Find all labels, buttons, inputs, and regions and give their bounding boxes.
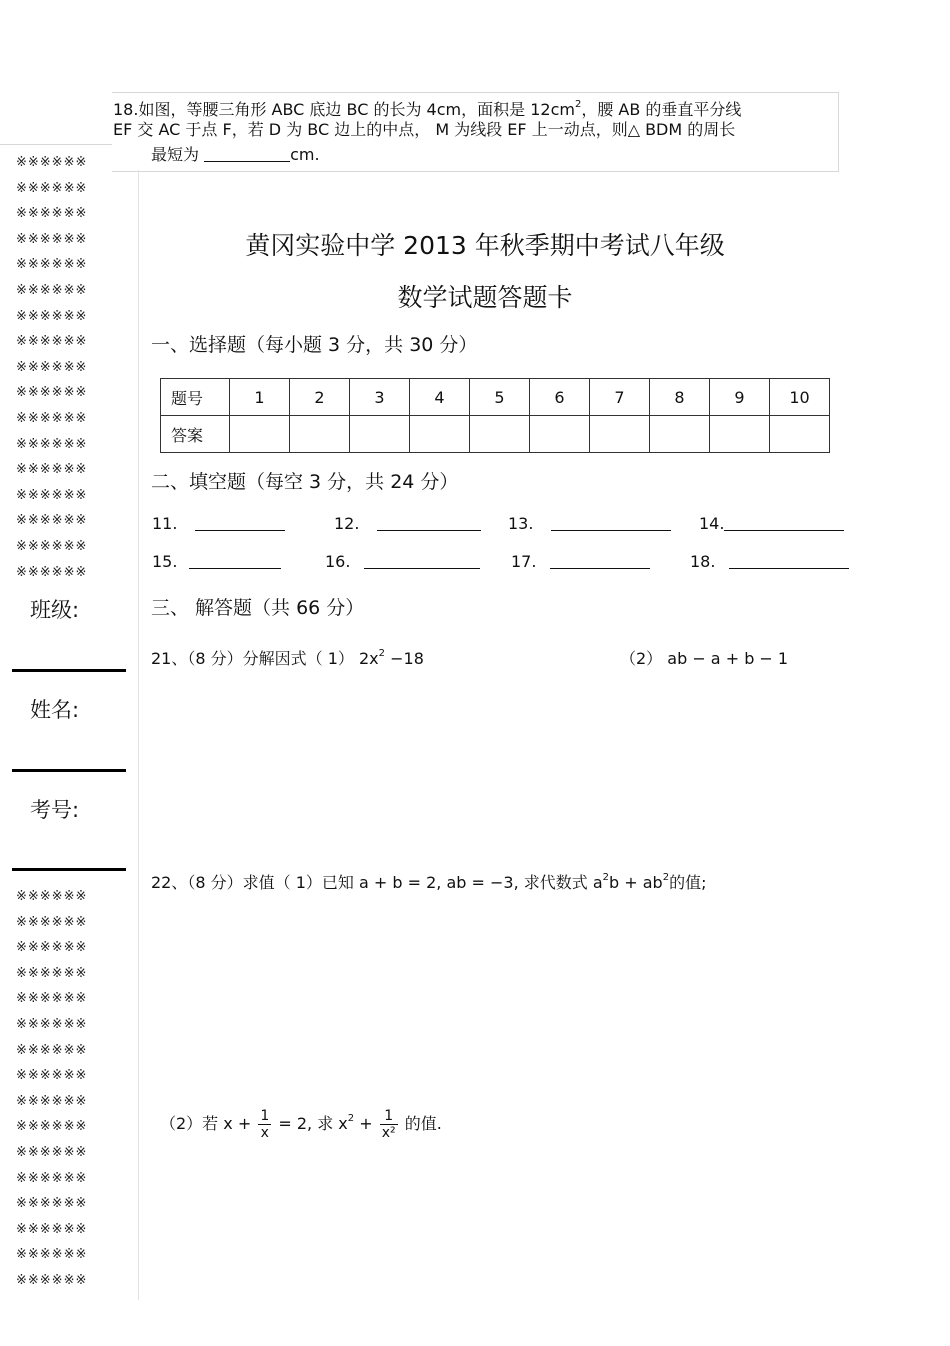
question-number: 4	[410, 379, 470, 416]
answer-cell[interactable]	[710, 416, 770, 453]
q18-answer-blank[interactable]	[204, 145, 290, 162]
question-number: 1	[230, 379, 290, 416]
exam-number-line[interactable]	[12, 868, 126, 871]
answer-cell[interactable]	[530, 416, 590, 453]
binding-stars-top: ※※※※※※ ※※※※※※ ※※※※※※ ※※※※※※ ※※※※※※ ※※※※※※ ※※※※※※ ※※※※※※ ※※※※※※ ※※※※※※ ※※※※※※ ※※※※※※ ※※※※※※ ※※※※※※ ※※※※※※ ※※※※※※ ※※※※※※	[16, 155, 88, 580]
fill-item-18: 18.	[690, 552, 849, 571]
question-number: 6	[530, 379, 590, 416]
fill-blank[interactable]	[729, 553, 849, 569]
fill-blank[interactable]	[551, 515, 671, 531]
fill-item-11: 11.	[152, 514, 285, 533]
section-fill-heading: 二、填空题（每空 3 分，共 24 分）	[151, 471, 459, 493]
question-number: 8	[650, 379, 710, 416]
q18-line-1: 18.如图，等腰三角形 ABC 底边 BC 的长为 4cm，面积是 $12cm^2$，腰 AB 的垂直平分线	[113, 99, 742, 119]
fill-blank[interactable]	[364, 553, 480, 569]
answer-cell[interactable]	[470, 416, 530, 453]
q18-divider	[0, 144, 112, 145]
fraction-1-over-x: $\frac{1}{x}$	[260, 1108, 270, 1141]
name-line[interactable]	[12, 769, 126, 772]
fill-item-16: 16.	[325, 552, 480, 571]
section-choice-heading: 一、选择题（每小题 3 分，共 30 分）	[151, 334, 478, 356]
answer-cell[interactable]	[410, 416, 470, 453]
answer-cell[interactable]	[350, 416, 410, 453]
fraction-1-over-x-squared: $\frac{1}{\text{x²}}$	[381, 1108, 396, 1141]
page-subtitle: 数学试题答题卡	[397, 283, 573, 312]
answer-table-row-answers	[161, 416, 830, 453]
fill-item-15: 15.	[152, 552, 281, 571]
fill-blank[interactable]	[377, 515, 481, 531]
question-22-part-2: （2）若 x + $\frac{1}{x}$ = 2, 求 $x^2$ + $\frac{1}{\text{x²}}$ 的值.	[160, 1108, 442, 1141]
answer-cell[interactable]	[290, 416, 350, 453]
binding-divider	[138, 170, 139, 1300]
answer-cell[interactable]	[230, 416, 290, 453]
name-label: 姓名:	[30, 698, 80, 722]
answer-cell[interactable]	[770, 416, 830, 453]
fill-blank[interactable]	[189, 553, 281, 569]
table-header-answer: 答案	[161, 416, 230, 453]
question-number: 9	[710, 379, 770, 416]
answer-cell[interactable]	[650, 416, 710, 453]
question-number: 7	[590, 379, 650, 416]
fill-item-14: 14.	[699, 514, 844, 533]
answer-cell[interactable]	[590, 416, 650, 453]
answer-area-22-1[interactable]	[150, 900, 840, 1090]
question-number: 10	[770, 379, 830, 416]
question-22: 22、（8 分）求值（ 1）已知 a + b = 2, ab = −3, 求代数式 $a^2b + ab^2$的值;	[151, 872, 707, 892]
question-21-part-2: （2） ab − a + b − 1	[620, 649, 789, 668]
question-number: 5	[470, 379, 530, 416]
question-21: 21、（8 分）分解因式（ 1） $2x^2 -18$	[151, 648, 424, 668]
table-header-number: 题号	[161, 379, 230, 416]
fill-blank[interactable]	[195, 515, 285, 531]
page-title: 黄冈实验中学 2013 年秋季期中考试八年级	[245, 231, 725, 260]
class-line[interactable]	[12, 669, 126, 672]
fill-blank[interactable]	[550, 553, 650, 569]
exam-number-label: 考号:	[30, 798, 80, 822]
binding-stars-bottom: ※※※※※※ ※※※※※※ ※※※※※※ ※※※※※※ ※※※※※※ ※※※※※※ ※※※※※※ ※※※※※※ ※※※※※※ ※※※※※※ ※※※※※※ ※※※※※※ ※※※※※※ ※※※※※※ ※※※※※※ ※※※※※※	[16, 889, 88, 1288]
fill-item-12: 12.	[334, 514, 481, 533]
answer-area-21[interactable]	[150, 675, 840, 855]
fill-item-17: 17.	[511, 552, 650, 571]
answer-area-22-2[interactable]	[150, 1150, 840, 1300]
question-number: 2	[290, 379, 350, 416]
class-label: 班级:	[30, 598, 80, 622]
question-number: 3	[350, 379, 410, 416]
q18-line-3: 最短为 cm.	[151, 145, 320, 164]
answer-table-row-numbers	[161, 379, 830, 416]
section-solve-heading: 三、 解答题（共 66 分）	[151, 597, 365, 619]
fill-item-13: 13.	[508, 514, 671, 533]
q18-line-2: EF 交 AC 于点 F，若 D 为 BC 边上的中点， M 为线段 EF 上一动点，则△ BDM 的周长	[113, 120, 736, 139]
fill-blank[interactable]	[724, 515, 844, 531]
answer-table	[160, 378, 830, 453]
